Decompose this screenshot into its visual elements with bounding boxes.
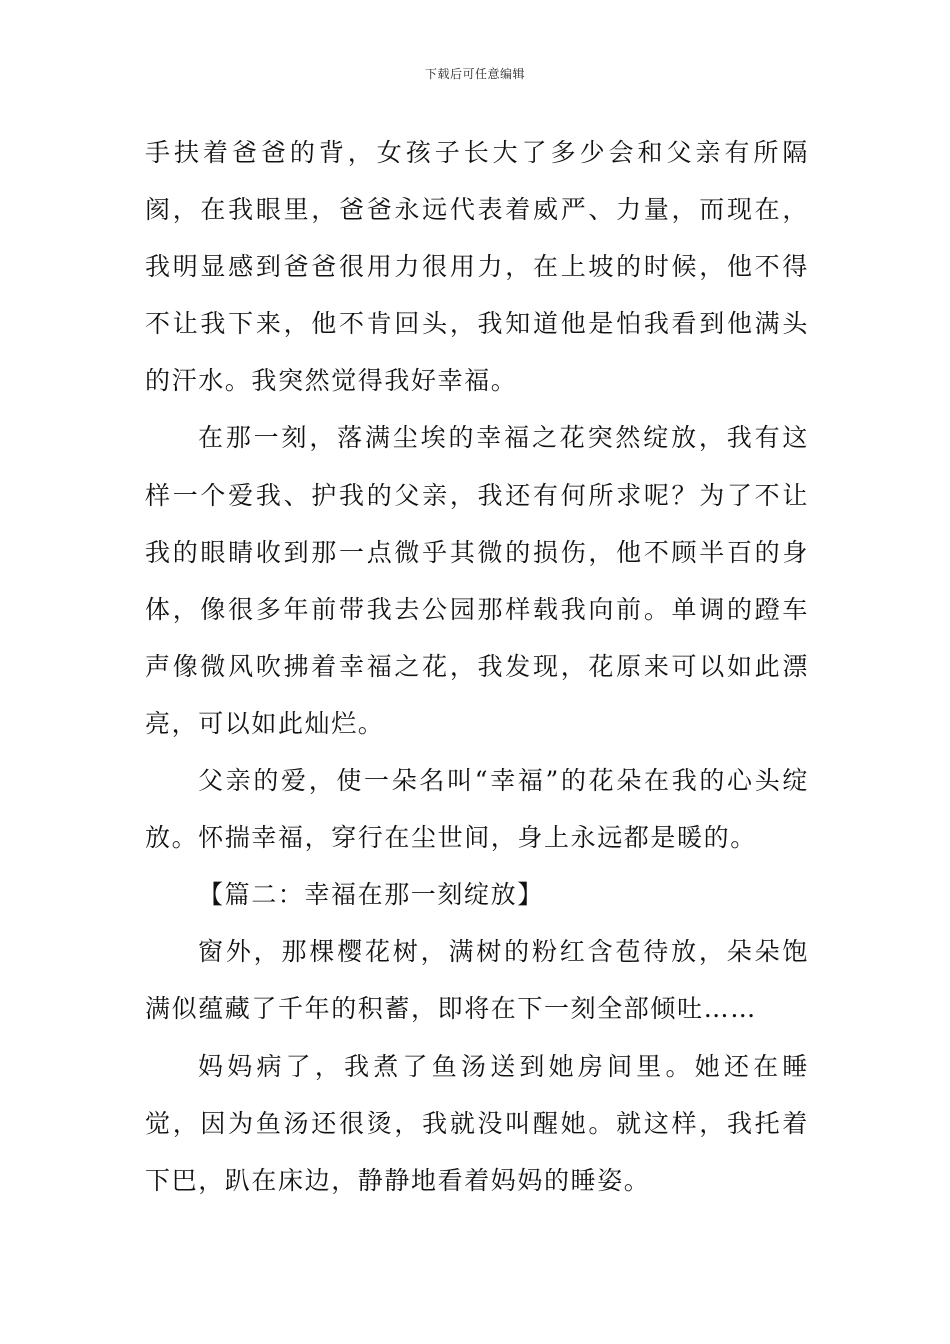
paragraph-2: 在那一刻，落满尘埃的幸福之花突然绽放，我有这样一个爱我、护我的父亲，我还有何所求呢？为了不让我的眼睛收到那一点微乎其微的损伤，他不顾半百的身体，像很多年前带我去公园那样载我向前。单调的蹬车声像微风吹拂着幸福之花，我发现，花原来可以如此漂亮，可以如此灿烂。	[145, 423, 809, 738]
section-heading: 【篇二：幸福在那一刻绽放】	[198, 880, 544, 910]
paragraph-1: 手扶着爸爸的背，女孩子长大了多少会和父亲有所隔阂，在我眼里，爸爸永远代表着威严、力量，而现在，我明显感到爸爸很用力很用力，在上坡的时候，他不得不让我下来，他不肯回头，我知道他是怕我看到他满头的汗水。我突然觉得我好幸福。	[145, 138, 809, 396]
page-header-note: 下载后可任意编辑	[424, 67, 525, 81]
paragraph-3: 父亲的爱，使一朵名叫“幸福”的花朵在我的心头绽放。怀揣幸福，穿行在尘世间，身上永远都是暖的。	[145, 766, 809, 853]
paragraph-4: 窗外，那棵樱花树，满树的粉红含苞待放，朵朵饱满似蕴藏了千年的积蓄，即将在下一刻全部倾吐……	[145, 937, 809, 1024]
paragraph-5: 妈妈病了，我煮了鱼汤送到她房间里。她还在睡觉，因为鱼汤还很烫，我就没叫醒她。就这样，我托着下巴，趴在床边，静静地看着妈妈的睡姿。	[145, 1051, 809, 1195]
article-body	[145, 124, 809, 1209]
